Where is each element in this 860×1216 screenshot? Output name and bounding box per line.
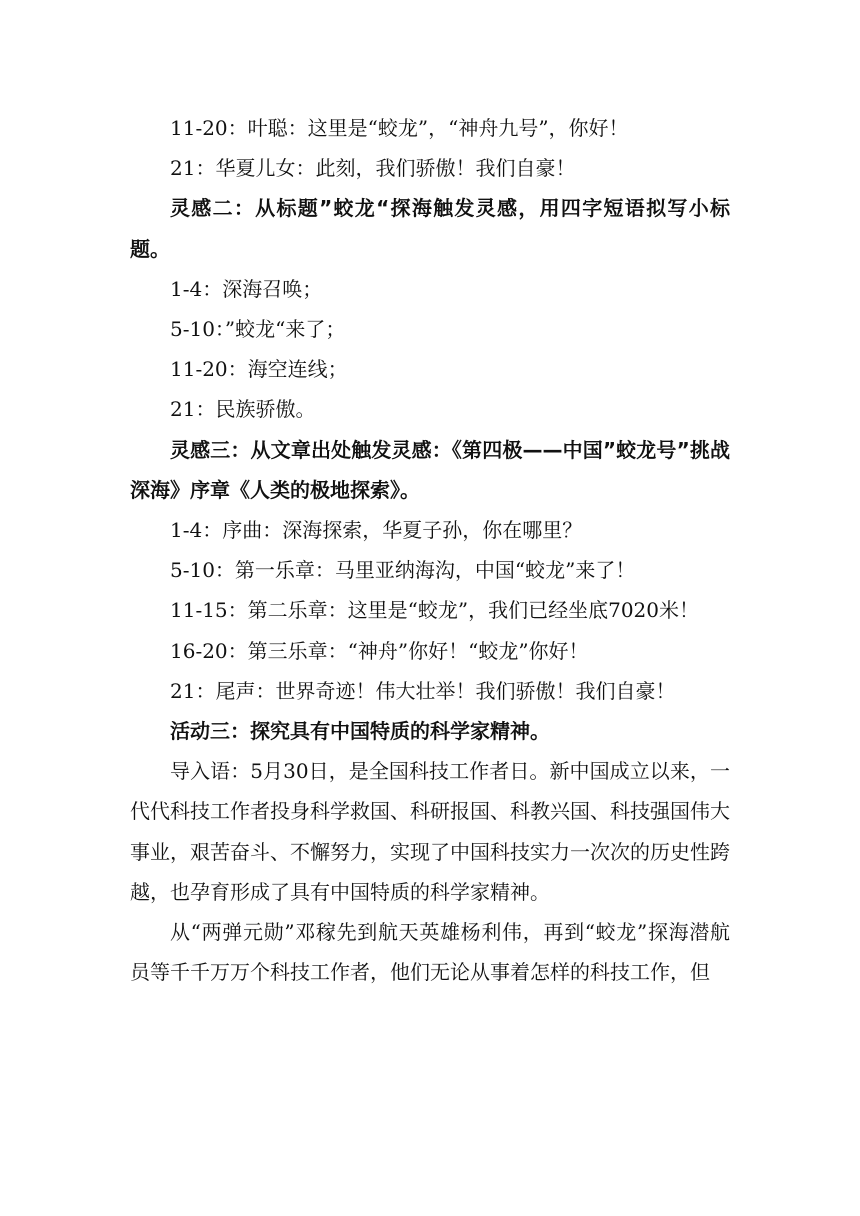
heading-inspiration-three: 灵感三：从文章出处触发灵感：《第四极——中国”蛟龙号”挑战深海》序章《人类的极地探索》。 bbox=[130, 437, 730, 502]
document-body bbox=[130, 108, 730, 992]
paragraph-scientists: 从“两弹元勋”邓稼先到航天英雄杨利伟，再到“蛟龙”探海潜航员等千千万万个科技工作者，他们无论从事着怎样的科技工作，但 bbox=[130, 920, 730, 985]
paragraph-12: 16-20：第三乐章：“神舟”你好！“蛟龙”你好！ bbox=[170, 638, 589, 663]
heading-activity-three: 活动三：探究具有中国特质的科学家精神。 bbox=[170, 719, 550, 744]
paragraph-1: 11-20：叶聪：这里是“蛟龙”，“神舟九号”，你好！ bbox=[170, 116, 629, 140]
paragraph-10: 5-10：第一乐章：马里亚纳海沟，中国“蛟龙”来了！ bbox=[170, 558, 636, 583]
paragraph-5: 5-10：”蛟龙“来了； bbox=[170, 317, 346, 342]
paragraph-6: 11-20：海空连线； bbox=[170, 357, 348, 382]
paragraph-13: 21：尾声：世界奇迹！伟大壮举！我们骄傲！我们自豪！ bbox=[170, 678, 676, 703]
paragraph-4: 1-4：深海召唤； bbox=[170, 276, 323, 301]
paragraph-7: 21：民族骄傲。 bbox=[170, 397, 316, 422]
heading-inspiration-two: 灵感二：从标题”蛟龙“探海触发灵感，用四字短语拟写小标题。 bbox=[130, 196, 730, 261]
paragraph-11: 11-15：第二乐章：这里是“蛟龙”，我们已经坐底7020米！ bbox=[170, 598, 700, 623]
paragraph-intro: 导入语：5月30日，是全国科技工作者日。新中国成立以来，一代代科技工作者投身科学救国、科研报国、科教兴国、科技强国伟大事业，艰苦奋斗、不懈努力，实现了中国科技实力一次次的历史性跨越，也孕育形成了具有中国特质的科学家精神。 bbox=[130, 759, 730, 904]
paragraph-9: 1-4：序曲：深海探索，华夏子孙，你在哪里？ bbox=[170, 518, 583, 543]
paragraph-2: 21：华夏儿女：此刻，我们骄傲！我们自豪！ bbox=[170, 156, 576, 181]
